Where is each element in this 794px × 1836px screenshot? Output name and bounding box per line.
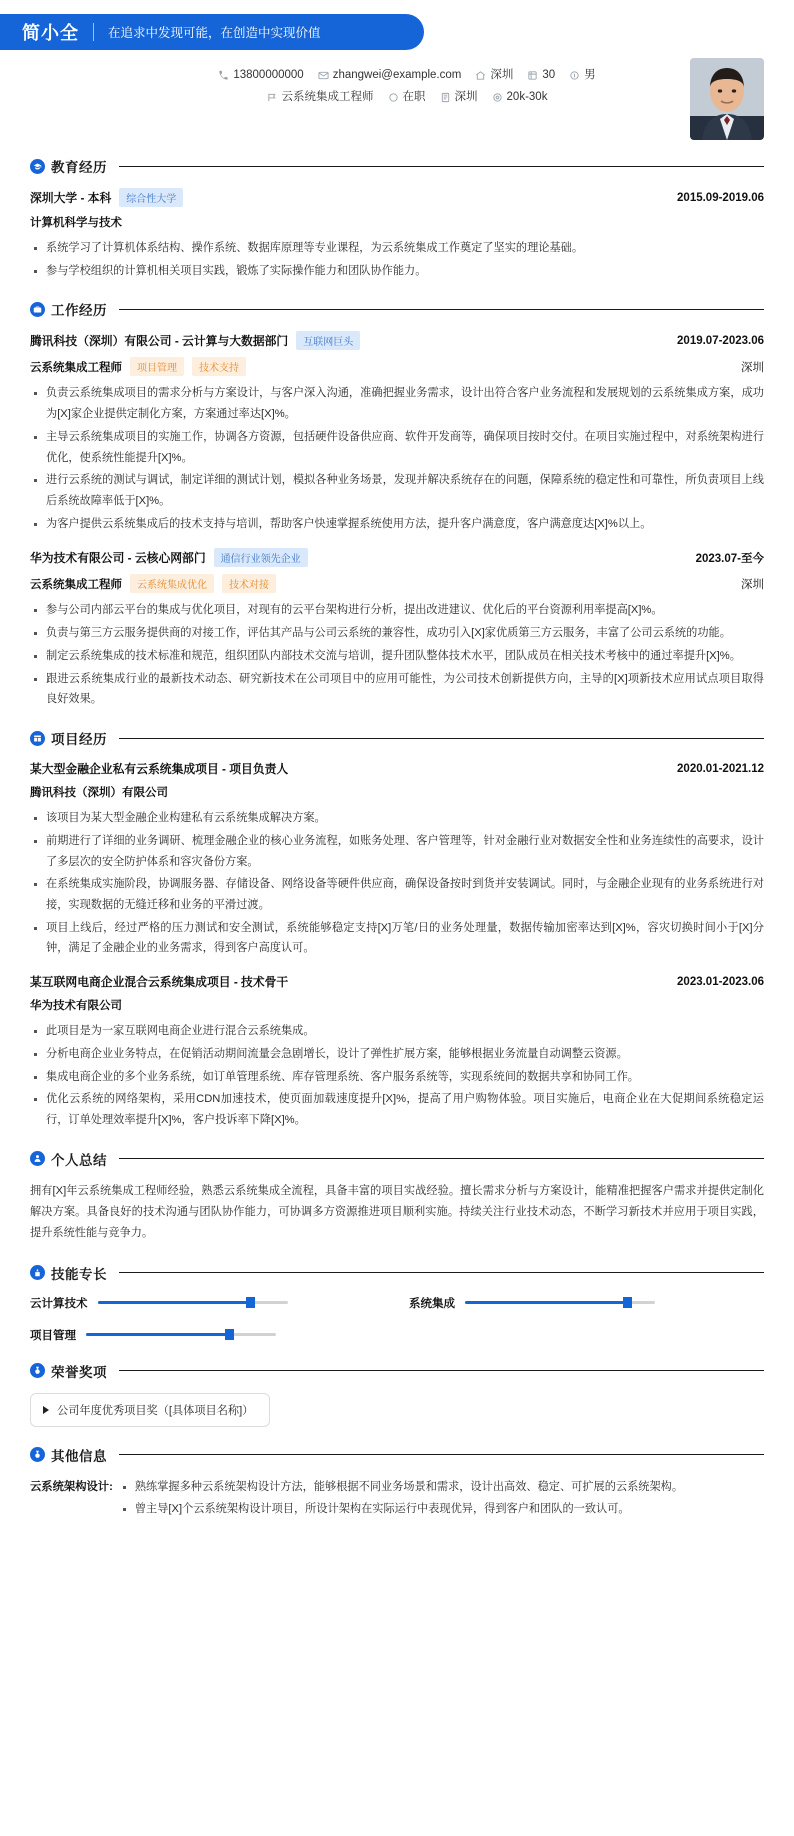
list-item: 分析电商企业业务特点，在促销活动期间流量会急剧增长，设计了弹性扩展方案，能够根据业务流量自动调整云资源。 (30, 1044, 764, 1065)
contact-status (388, 86, 426, 108)
resume-owner-name: 简小全 (22, 23, 79, 43)
work-entry (30, 548, 764, 710)
project-date: 2023.01-2023.06 (677, 975, 764, 988)
skill-slider-knob[interactable] (623, 1297, 632, 1308)
section-skills (0, 1263, 794, 1343)
skill-icon (30, 1265, 45, 1280)
skill-slider-knob[interactable] (246, 1297, 255, 1308)
section-title-work: 工作经历 (51, 303, 107, 319)
project-entry (30, 760, 764, 959)
section-rule (119, 1454, 764, 1455)
project-bullets (30, 808, 764, 959)
honor-item[interactable] (30, 1393, 270, 1427)
education-entry-head (30, 188, 764, 207)
work-entry-head (30, 331, 764, 350)
list-item: 在系统集成实施阶段，协调服务器、存储设备、网络设备等硬件供应商，确保设备按时到货并安装调试。同时，与金融企业现有的业务系统进行对接，实现数据的无缝迁移和业务的平滑过渡。 (30, 874, 764, 915)
contact-phone (218, 64, 303, 86)
project-name: 某互联网电商企业混合云系统集成项目 - 技术骨干 (30, 975, 289, 990)
contact-line-2 (117, 86, 697, 108)
section-header-skills (30, 1263, 764, 1283)
section-rule (119, 166, 764, 167)
skill-slider-fill (86, 1333, 229, 1336)
skill-item (30, 1295, 385, 1311)
work-company-tag: 互联网巨头 (296, 331, 360, 350)
work-entry-head (30, 548, 764, 567)
work-company-tag: 通信行业领先企业 (214, 548, 308, 567)
honor-item-label: 公司年度优秀项目奖（[具体项目名称]） (57, 1404, 254, 1417)
city-icon (440, 92, 451, 103)
contact-position (267, 86, 374, 108)
project-icon (30, 731, 45, 746)
list-item: 为客户提供云系统集成后的技术支持与培训，帮助客户快速掌握系统使用方法，提升客户满意度，客户满意度达[X]%以上。 (30, 514, 764, 535)
work-location: 深圳 (741, 578, 764, 591)
project-entry-head (30, 760, 764, 777)
skill-slider[interactable] (465, 1301, 655, 1304)
salary-icon (492, 92, 503, 103)
section-rule (119, 738, 764, 739)
skill-slider-fill (98, 1301, 250, 1304)
skill-slider-knob[interactable] (225, 1329, 234, 1340)
section-title-education: 教育经历 (51, 160, 107, 175)
contact-info (97, 64, 697, 108)
status-icon (388, 92, 399, 103)
skills-grid (30, 1295, 764, 1343)
contact-city (440, 86, 478, 108)
age-icon (527, 70, 538, 81)
profile-row (0, 50, 794, 138)
skill-slider[interactable] (98, 1301, 288, 1304)
contact-age (527, 64, 555, 86)
contact-hometown (475, 64, 513, 86)
work-role-tag: 技术对接 (222, 574, 276, 593)
list-item: 参与学校组织的计算机相关项目实践，锻炼了实际操作能力和团队协作能力。 (30, 261, 764, 282)
section-other (0, 1445, 794, 1522)
education-bullets (30, 238, 764, 281)
project-name: 某大型金融企业私有云系统集成项目 - 项目负责人 (30, 762, 289, 777)
section-rule (119, 1370, 764, 1371)
work-role-tag: 项目管理 (130, 357, 184, 376)
banner-divider (93, 23, 94, 41)
info-icon (30, 1447, 45, 1462)
section-summary (0, 1149, 794, 1245)
list-item: 跟进云系统集成行业的最新技术动态、研究新技术在公司项目中的应用可能性，为公司技术创新提供方向，主导的[X]项新技术应用试点项目取得良好效果。 (30, 669, 764, 710)
summary-text: 拥有[X]年云系统集成工程师经验，熟悉云系统集成全流程，具备丰富的项目实战经验。擅长需求分析与方案设计，能精准把握客户需求并提供定制化解决方案。具备良好的技术沟通与团队协作能力，可协调多方资源推进项目顺利实施。持续关注行业技术动态，不断学习新技术并应用于项目实践，提升系统性能与竞争力。 (30, 1184, 764, 1240)
medal-icon (30, 1363, 45, 1378)
resume-slogan: 在追求中发现可能，在创造中实现价值 (108, 26, 321, 40)
section-project (0, 728, 794, 1131)
list-item: 负责云系统集成项目的需求分析与方案设计，与客户深入沟通，准确把握业务需求，设计出符合客户业务流程和发展规划的云系统集成方案，成功为[X]家企业提供定制化方案，方案通过率达[X]%。 (30, 383, 764, 424)
list-item: 曾主导[X]个云系统架构设计项目，所设计架构在实际运行中表现优异，得到客户和团队的一致认可。 (119, 1499, 764, 1520)
project-bullets (30, 1021, 764, 1131)
list-item: 进行云系统的测试与调试，制定详细的测试计划，模拟各种业务场景，发现并解决系统存在的问题，保障系统的稳定性和可靠性，所负责项目上线后系统故障率低于[X]%。 (30, 470, 764, 511)
list-item: 参与公司内部云平台的集成与优化项目，对现有的云平台架构进行分析，提出改进建议、优化后的平台资源利用率提高[X]%。 (30, 600, 764, 621)
avatar (690, 58, 764, 140)
section-rule (119, 1158, 764, 1159)
list-item: 制定云系统集成的技术标准和规范，组织团队内部技术交流与培训，提升团队整体技术水平，团队成员在相关技术考核中的通过率提升[X]%。 (30, 646, 764, 667)
list-item: 优化云系统的网络架构，采用CDN加速技术，使页面加载速度提升[X]%，提高了用户购物体验。项目实施后，电商企业在大促期间系统稳定运行，订单处理效率提升[X]%，客户投诉率下降[X]%。 (30, 1089, 764, 1130)
work-date: 2019.07-2023.06 (677, 334, 764, 347)
skill-item (409, 1295, 764, 1311)
contact-phone-value: 13800000000 (233, 69, 304, 81)
section-header-work (30, 299, 764, 319)
person-icon (30, 1151, 45, 1166)
contact-gender-value: 男 (584, 69, 596, 81)
skill-slider-fill (465, 1301, 627, 1304)
other-info-body (119, 1477, 764, 1522)
phone-icon (218, 70, 229, 81)
work-role: 云系统集成工程师 (30, 361, 122, 374)
list-item: 熟练掌握多种云系统架构设计方法，能够根据不同业务场景和需求，设计出高效、稳定、可扩展的云系统架构。 (119, 1477, 764, 1498)
briefcase-icon (30, 302, 45, 317)
project-company: 华为技术有限公司 (30, 1000, 122, 1013)
list-item: 该项目为某大型金融企业构建私有云系统集成解决方案。 (30, 808, 764, 829)
contact-hometown-value: 深圳 (490, 69, 514, 81)
header-banner (0, 14, 424, 50)
home-icon (475, 70, 486, 81)
contact-email (318, 64, 462, 86)
list-item: 负责与第三方云服务提供商的对接工作，评估其产品与公司云系统的兼容性，成功引入[X]家优质第三方云服务，丰富了公司云系统的功能。 (30, 623, 764, 644)
contact-line-1 (117, 64, 697, 86)
section-honors (0, 1361, 794, 1427)
list-item: 系统学习了计算机体系结构、操作系统、数据库原理等专业课程，为云系统集成工作奠定了坚实的理论基础。 (30, 238, 764, 259)
list-item: 前期进行了详细的业务调研、梳理金融企业的核心业务流程，如账务处理、客户管理等，针对金融行业对数据安全性和业务连续性的高要求，设计了多层次的安全防护体系和容灾备份方案。 (30, 831, 764, 872)
section-header-other (30, 1445, 764, 1465)
section-title-summary: 个人总结 (51, 1152, 107, 1168)
work-date: 2023.07-至今 (695, 552, 764, 565)
other-info-group (30, 1477, 764, 1522)
contact-city-value: 深圳 (454, 91, 478, 103)
project-entry-head (30, 973, 764, 990)
work-role-tag: 云系统集成优化 (130, 574, 214, 593)
section-work (0, 299, 794, 710)
section-rule (119, 1272, 764, 1273)
graduation-cap-icon (30, 159, 45, 174)
education-school: 深圳大学 - 本科 (30, 191, 112, 205)
list-item: 此项目是为一家互联网电商企业进行混合云系统集成。 (30, 1021, 764, 1042)
work-role-line (30, 357, 764, 376)
list-item: 集成电商企业的多个业务系统，如订单管理系统、库存管理系统、客户服务系统等，实现系统间的数据共享和协同工作。 (30, 1067, 764, 1088)
position-icon (267, 92, 278, 103)
contact-email-value: zhangwei@example.com (332, 69, 462, 81)
work-company: 腾讯科技（深圳）有限公司 - 云计算与大数据部门 (30, 334, 289, 349)
contact-age-value: 30 (542, 69, 556, 81)
list-item: 项目上线后，经过严格的压力测试和安全测试，系统能够稳定支持[X]万笔/日的业务处理量，数据传输加密率达到[X]%，容灾切换时间小于[X]分钟，满足了金融企业的业务需求，得到客户高度认可。 (30, 918, 764, 959)
section-header-project (30, 728, 764, 748)
education-entry (30, 188, 764, 281)
section-rule (119, 309, 764, 310)
work-company: 华为技术有限公司 - 云核心网部门 (30, 551, 206, 566)
contact-gender (569, 64, 596, 86)
skill-label: 项目管理 (30, 1329, 76, 1342)
section-header-summary (30, 1149, 764, 1169)
section-title-honors: 荣誉奖项 (51, 1364, 107, 1380)
section-education (0, 156, 794, 281)
education-major: 计算机科学与技术 (30, 217, 122, 229)
work-bullets (30, 600, 764, 710)
work-role: 云系统集成工程师 (30, 578, 122, 591)
gender-icon (569, 70, 580, 81)
skill-item (30, 1327, 385, 1343)
work-role-line (30, 574, 764, 593)
skill-label: 云计算技术 (30, 1297, 88, 1310)
contact-salary (492, 86, 548, 108)
list-item: 主导云系统集成项目的实施工作，协调各方资源，包括硬件设备供应商、软件开发商等，确保项目按时交付。在项目实施过程中，对系统架构进行优化，使系统性能提升[X]%。 (30, 427, 764, 468)
section-header-honors (30, 1361, 764, 1381)
education-tag: 综合性大学 (119, 188, 183, 207)
education-date: 2015.09-2019.06 (677, 191, 764, 204)
project-company: 腾讯科技（深圳）有限公司 (30, 787, 168, 800)
project-date: 2020.01-2021.12 (677, 762, 764, 775)
contact-salary-value: 20k-30k (506, 91, 548, 103)
header-banner-wrap (0, 0, 794, 50)
work-entry (30, 331, 764, 534)
other-info-bullets (119, 1477, 764, 1520)
contact-status-value: 在职 (402, 91, 426, 103)
section-title-skills: 技能专长 (51, 1266, 107, 1282)
mail-icon (318, 70, 329, 81)
expand-triangle-icon (43, 1406, 49, 1414)
other-info-key: 云系统架构设计: (30, 1480, 113, 1493)
section-header-education (30, 156, 764, 176)
contact-position-value: 云系统集成工程师 (281, 91, 374, 103)
work-role-tag: 技术支持 (192, 357, 246, 376)
work-bullets (30, 383, 764, 534)
skill-slider[interactable] (86, 1333, 276, 1336)
section-title-project: 项目经历 (51, 732, 107, 748)
section-title-other: 其他信息 (51, 1448, 107, 1464)
project-entry (30, 973, 764, 1131)
work-location: 深圳 (741, 361, 764, 374)
skill-label: 系统集成 (409, 1297, 455, 1310)
